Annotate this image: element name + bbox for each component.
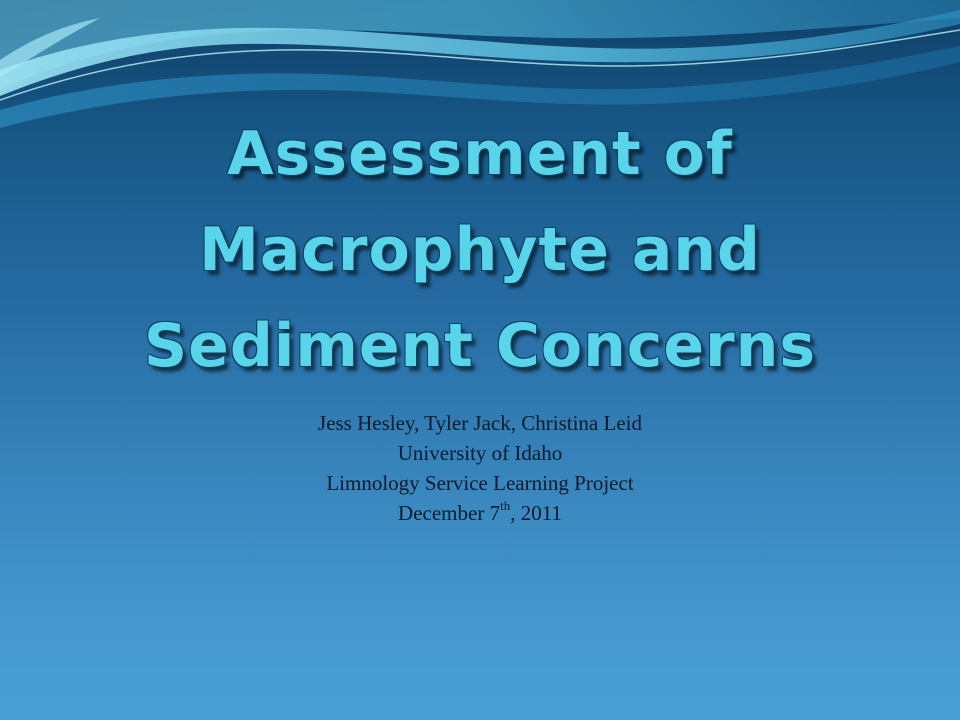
- authors-line: Jess Hesley, Tyler Jack, Christina Leid: [318, 411, 642, 435]
- date-prefix: December 7: [398, 501, 501, 525]
- date-superscript: th: [500, 498, 511, 513]
- date-line: [80, 498, 880, 528]
- slide-title: [80, 106, 880, 394]
- date-suffix: , 2011: [510, 501, 562, 525]
- title-line-2: Macrophyte and: [199, 215, 761, 285]
- slide-subtitle: [80, 408, 880, 528]
- institution-line: University of Idaho: [397, 441, 563, 465]
- project-line: Limnology Service Learning Project: [326, 471, 634, 495]
- title-line-3: Sediment Concerns: [143, 311, 817, 381]
- title-line-1: Assessment of: [227, 119, 733, 189]
